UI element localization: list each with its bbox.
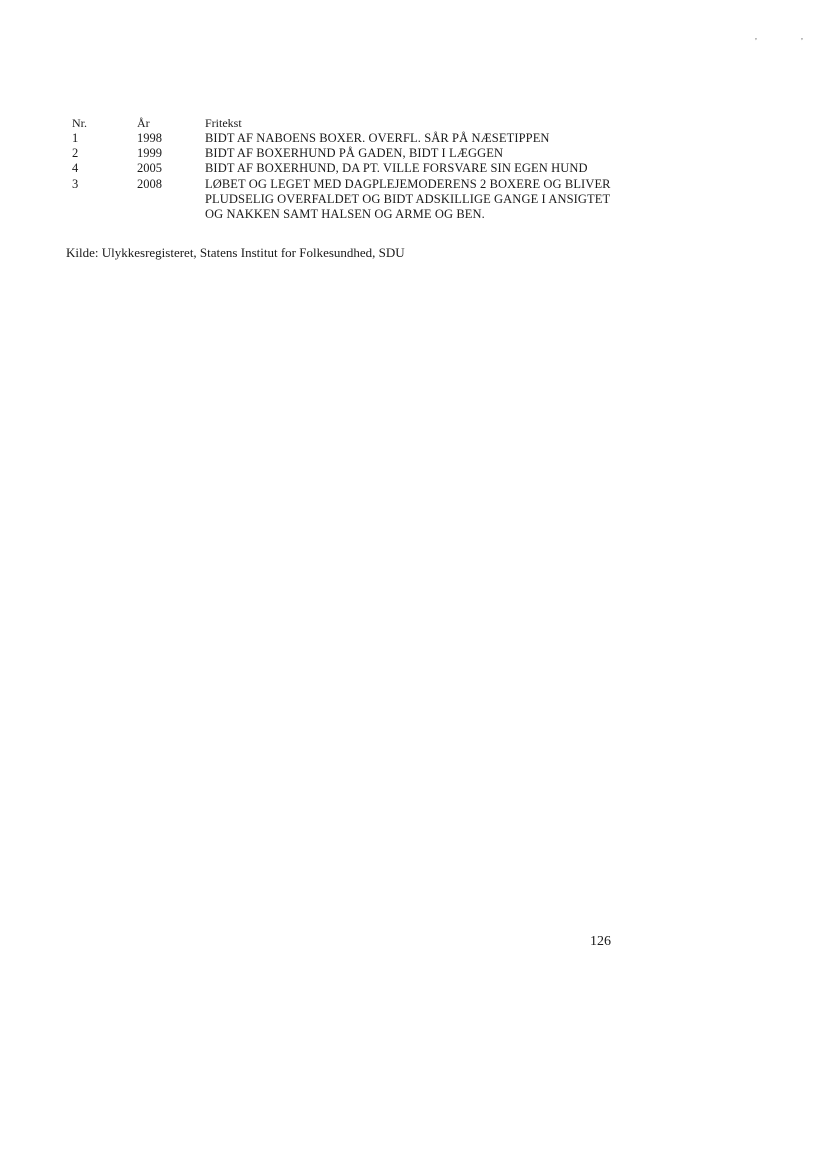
table-row <box>70 161 630 176</box>
cell-nr: 3 <box>72 177 79 191</box>
cell-nr: 2 <box>72 146 79 160</box>
table-row <box>70 177 630 222</box>
header-year: År <box>137 116 150 130</box>
cell-text: BIDT AF NABOENS BOXER. OVERFL. SÅR PÅ NÆSETIPPEN <box>205 131 550 145</box>
header-nr: Nr. <box>72 116 87 130</box>
cell-year: 1998 <box>137 131 162 145</box>
cell-year: 1999 <box>137 146 162 160</box>
incident-table <box>70 116 630 222</box>
corner-mark: , <box>801 32 803 41</box>
cell-nr: 1 <box>72 131 79 145</box>
table-header-row <box>70 116 630 131</box>
cell-text: BIDT AF BOXERHUND, DA PT. VILLE FORSVARE SIN EGEN HUND <box>205 161 588 175</box>
corner-mark: , <box>755 32 757 41</box>
table-row <box>70 131 630 146</box>
cell-text: BIDT AF BOXERHUND PÅ GADEN, BIDT I LÆGGEN <box>205 146 504 160</box>
page-number: 126 <box>590 934 611 949</box>
cell-nr: 4 <box>72 161 79 175</box>
cell-text: LØBET OG LEGET MED DAGPLEJEMODERENS 2 BOXERE OG BLIVER PLUDSELIG OVERFALDET OG BIDT ADSKILLIGE GANGE I ANSIGTET OG NAKKEN SAMT HALSEN OG ARME OG BEN. <box>205 177 611 221</box>
table-row <box>70 146 630 161</box>
cell-year: 2005 <box>137 161 162 175</box>
cell-year: 2008 <box>137 177 162 191</box>
header-text: Fritekst <box>205 116 242 130</box>
source-note: Kilde: Ulykkesregisteret, Statens Institut for Folkesundhed, SDU <box>66 245 405 260</box>
